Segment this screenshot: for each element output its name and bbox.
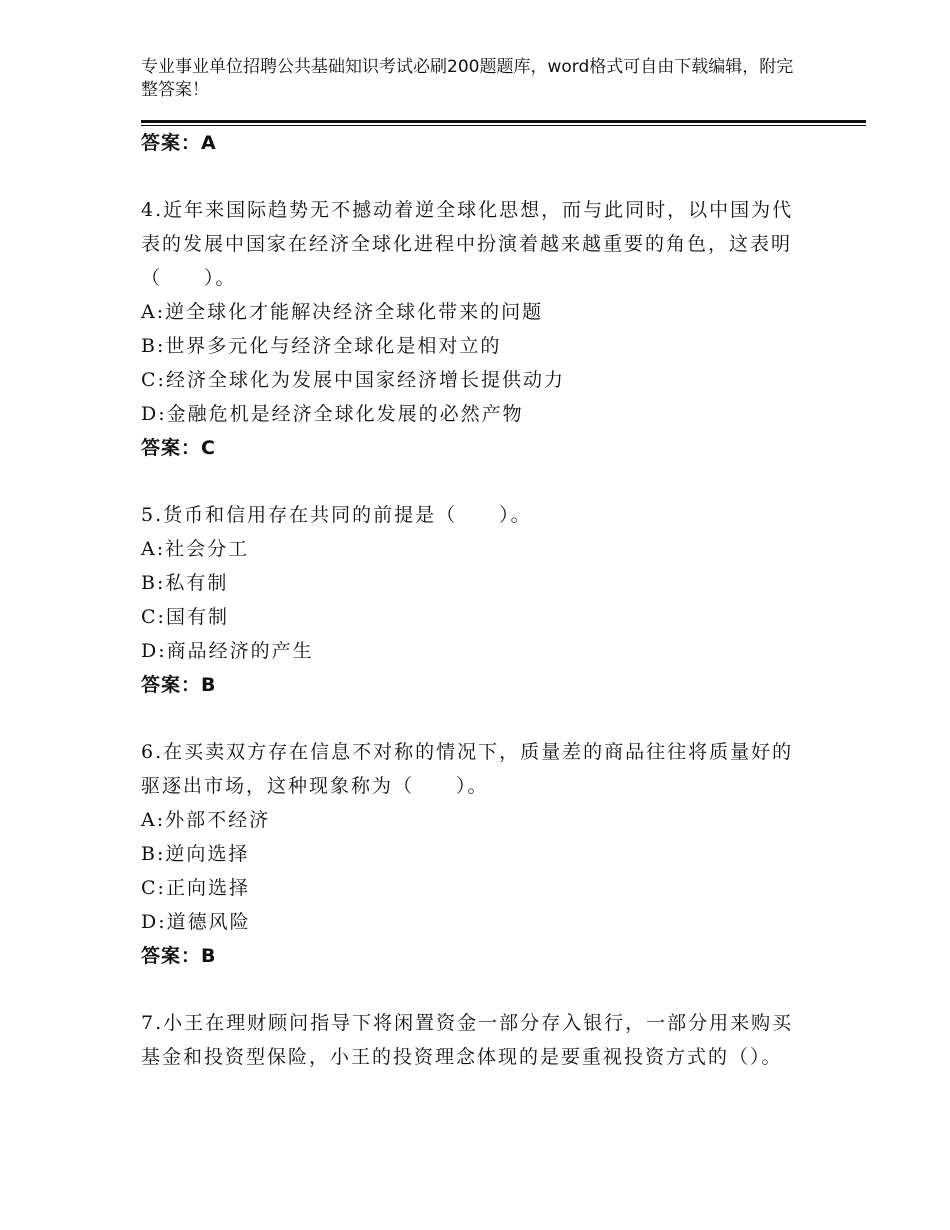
option-c: C:正向选择 [141, 877, 250, 899]
option-a: A:外部不经济 [141, 809, 271, 831]
option-d: D:金融危机是经济全球化发展的必然产物 [141, 403, 524, 425]
answer-line: 答案：B [141, 674, 217, 696]
header-rule-thick [141, 120, 866, 123]
question-stem: 6.在买卖双方存在信息不对称的情况下，质量差的商品往往将质量好的驱逐出市场，这种现象称为（ ）。 [141, 741, 794, 797]
question-stem: 4.近年来国际趋势无不撼动着逆全球化思想，而与此同时，以中国为代表的发展中国家在经济全球化进程中扮演着越来越重要的角色，这表明（ ）。 [141, 199, 794, 289]
answer-line: 答案：C [141, 437, 216, 459]
question-list [141, 126, 801, 1074]
question-4 [141, 193, 801, 465]
question-stem: 5.货币和信用存在共同的前提是（ ）。 [141, 504, 532, 526]
option-b: B:世界多元化与经济全球化是相对立的 [141, 335, 502, 357]
option-c: C:国有制 [141, 606, 229, 628]
option-d: D:商品经济的产生 [141, 640, 314, 662]
question-5 [141, 498, 801, 702]
option-b: B:逆向选择 [141, 843, 250, 865]
option-b: B:私有制 [141, 572, 229, 594]
answer-line: 答案：B [141, 945, 217, 967]
option-c: C:经济全球化为发展中国家经济增长提供动力 [141, 369, 565, 391]
question-stem: 7.小王在理财顾问指导下将闲置资金一部分存入银行，一部分用来购买基金和投资型保险，小王的投资理念体现的是要重视投资方式的（）。 [141, 1012, 794, 1068]
answer-line: 答案：A [141, 132, 217, 154]
option-a: A:社会分工 [141, 538, 250, 560]
option-d: D:道德风险 [141, 911, 251, 933]
option-a: A:逆全球化才能解决经济全球化带来的问题 [141, 301, 544, 323]
document-header: 专业事业单位招聘公共基础知识考试必刷200题题库，word格式可自由下载编辑，附完整答案！ [141, 57, 794, 100]
question-7 [141, 1006, 801, 1074]
question-6 [141, 735, 801, 973]
